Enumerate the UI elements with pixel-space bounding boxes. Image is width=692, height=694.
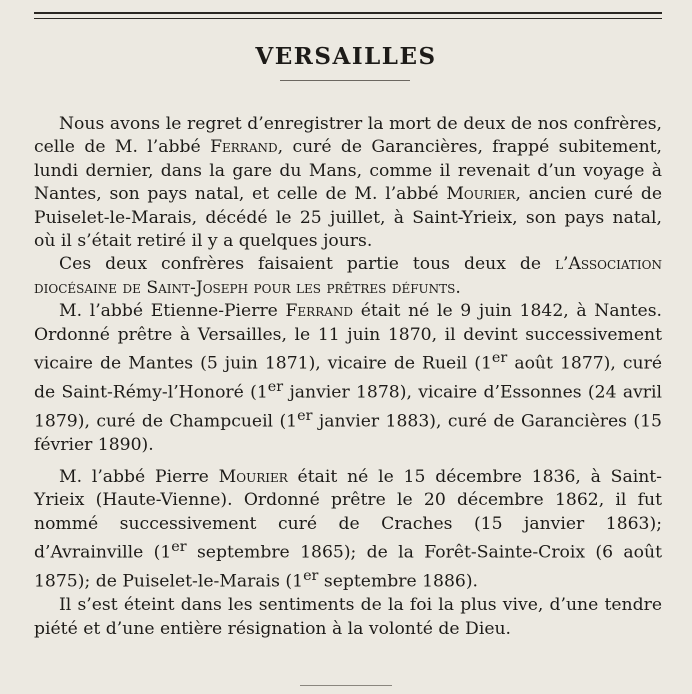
ordinal-suffix: er [267, 379, 284, 396]
ordinal-suffix: er [303, 568, 319, 585]
paragraph-mourier-bio: M. l’abbé Pierre Mourier était né le 15 décembre 1836, à Saint-Yrieix (Haute-Vienne). Ordonné prêtre le 20 décembre 1862, il fut nommé successivement curé de Craches (15 janvier 1863); d’Avrainville (1er septembre 1865); de la Forêt-Sainte-Croix (6 août 1875); de Puiselet-le-Marais (1er septembre 1886). [34, 466, 662, 592]
surname-ferrand: Ferrand [285, 301, 354, 322]
ordinal-suffix: er [171, 539, 187, 556]
top-double-rule-thin [34, 18, 662, 19]
association-name: l’Association diocésaine de Saint-Joseph pour les prêtres défunts [34, 254, 662, 298]
paragraph-association: Ces deux confrères faisaient partie tous deux de l’Association diocésaine de Saint-Joseph pour les prêtres défunts. [34, 254, 662, 298]
paragraph-announcement: Nous avons le regret d’enregistrer la mort de deux de nos confrères, celle de M. l’abbé Ferrand, curé de Garancières, frappé subitement, lundi dernier, dans la gare du Mans, comme il revenait d’un voyage à Nantes, son pays natal, et celle de M. l’abbé Mourier, ancien curé de Puiselet-le-Marais, décédé le 25 juillet, à Saint-Yrieix, son pays natal, où il s’était retiré il y a quelques jours. [34, 114, 663, 252]
article-title: VERSAILLES [255, 43, 437, 70]
paragraph-ferrand-bio: M. l’abbé Etienne-Pierre Ferrand était né le 9 juin 1842, à Nantes. Ordonné prêtre à Versailles, le 11 juin 1870, il devint successivement vicaire de Mantes (5 juin 1871), vicaire de Rueil (1er août 1877), curé de Saint-Rémy-l’Honoré (1er janvier 1878), vicaire d’Essonnes (24 avril 1879), curé de Champcueil (1er janvier 1883), curé de Garancières (15 février 1890). [34, 301, 662, 456]
article-body [34, 113, 662, 641]
bottom-rule [300, 685, 392, 686]
ordinal-suffix: er [297, 408, 313, 425]
top-double-rule [34, 12, 662, 14]
title-underline [280, 80, 410, 81]
surname-ferrand: Ferrand [210, 137, 278, 158]
paragraph-closing: Il s’est éteint dans les sentiments de la foi la plus vive, d’une tendre piété et d’une entière résignation à la volonté de Dieu. [34, 595, 662, 639]
surname-mourier: Mourier [446, 184, 516, 205]
ordinal-suffix: er [491, 350, 508, 367]
surname-mourier: Mourier [218, 466, 288, 487]
